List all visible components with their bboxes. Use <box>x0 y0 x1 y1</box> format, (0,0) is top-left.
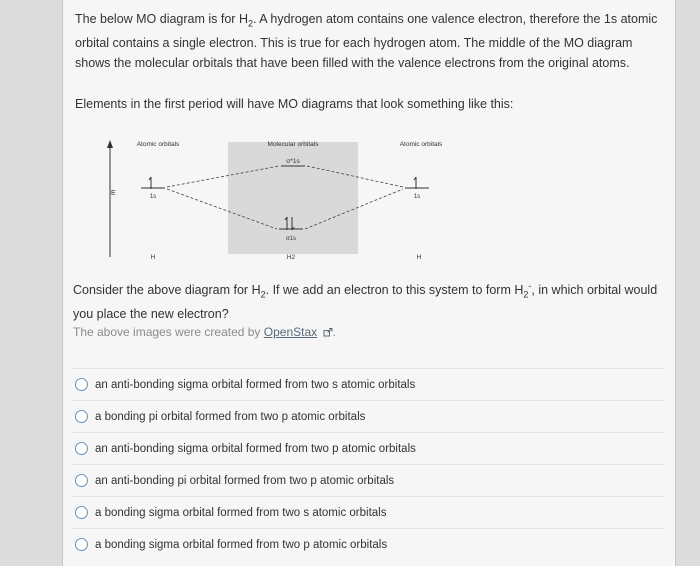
question-subscript: 2 <box>260 289 266 300</box>
answer-label: an anti-bonding pi orbital formed from two p atomic orbitals <box>95 474 395 487</box>
question-page <box>62 0 676 566</box>
atomic-orbitals-left-header: Atomic orbitals <box>136 141 180 148</box>
answer-option-2[interactable] <box>71 400 665 432</box>
question-subscript-2: 2 <box>523 289 529 300</box>
h-left-label: H <box>150 254 156 261</box>
atomic-orbitals-right-header: Atomic orbitals <box>399 141 443 148</box>
question-text-b: . If we add an electron to this system to form H <box>265 283 524 298</box>
left-1s-label: 1s <box>149 194 157 200</box>
answer-label: a bonding pi orbital formed from two p atomic orbitals <box>95 410 366 423</box>
sigma-star-label: σ*1s <box>286 158 300 165</box>
answer-label: an anti-bonding sigma orbital formed from two s atomic orbitals <box>95 378 416 391</box>
radio-button[interactable] <box>75 538 88 551</box>
question-text-c: , in which orbital would you place the new electron? <box>73 283 658 322</box>
answer-option-4[interactable] <box>71 464 665 496</box>
intro-text-b: . A hydrogen atom contains one valence electron, therefore the 1s atomic orbital contains a single electron. This is true for each hydrogen atom. The middle of the MO diagram shows the molecular orbitals that have been filled with the valence electrons from the original atoms. <box>75 12 658 70</box>
sigma-label: σ1s <box>285 236 297 242</box>
question-text <box>73 277 663 325</box>
external-link-icon[interactable] <box>323 328 333 337</box>
answer-label: an anti-bonding sigma orbital formed from two p atomic orbitals <box>95 442 416 455</box>
elements-paragraph: Elements in the first period will have MO diagrams that look something like this: <box>75 97 514 111</box>
radio-button[interactable] <box>75 378 88 391</box>
question-text-a: Consider the above diagram for H <box>73 283 261 298</box>
radio-button[interactable] <box>75 474 88 487</box>
credit-line <box>73 325 663 339</box>
question-superscript: - <box>528 281 532 291</box>
openstax-link[interactable]: OpenStax <box>263 325 318 339</box>
radio-button[interactable] <box>75 410 88 423</box>
answer-options <box>71 368 665 560</box>
intro-subscript: 2 <box>247 18 253 29</box>
molecular-orbitals-header: Molecular orbitals <box>267 141 319 148</box>
answer-label: a bonding sigma orbital formed from two s atomic orbitals <box>95 506 387 519</box>
intro-text-a: The below MO diagram is for H <box>75 12 248 26</box>
credit-text: The above images were created by <box>73 325 264 339</box>
answer-option-5[interactable] <box>71 496 665 528</box>
right-1s-label: 1s <box>413 194 421 200</box>
h2-label: H2 <box>286 254 296 261</box>
radio-button[interactable] <box>75 506 88 519</box>
credit-period: . <box>332 325 336 339</box>
radio-button[interactable] <box>75 442 88 455</box>
answer-option-3[interactable] <box>71 432 665 464</box>
answer-option-1[interactable] <box>71 368 665 400</box>
answer-label: a bonding sigma orbital formed from two p atomic orbitals <box>95 538 388 551</box>
energy-label: E <box>111 190 116 197</box>
intro-paragraph <box>75 10 660 73</box>
answer-option-6[interactable] <box>71 528 665 560</box>
energy-axis-arrow <box>107 140 113 148</box>
mo-diagram-svg <box>103 132 463 272</box>
mo-diagram <box>103 132 463 272</box>
h-right-label: H <box>416 254 422 261</box>
